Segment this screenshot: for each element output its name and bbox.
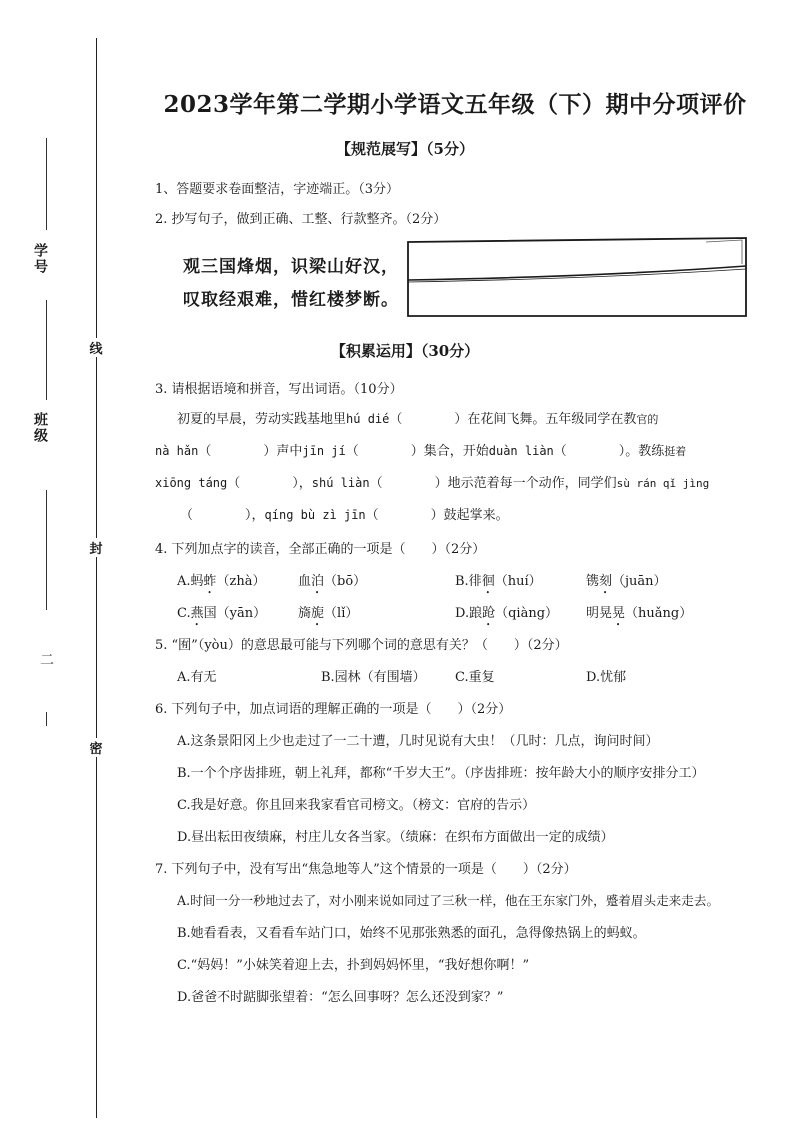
q5-option-b[interactable]: B.园林（有围墙） <box>321 670 426 685</box>
q3-text: 官的 <box>636 413 659 426</box>
class-blank-top <box>46 300 47 400</box>
q3-pinyin-suranqijing: sù rán qǐ jìng <box>616 477 710 490</box>
q6-option-d[interactable]: D.昼出耘田夜绩麻，村庄儿女各当家。（绩麻：在织布方面做出一定的成绩） <box>177 830 614 845</box>
copy-sentence-2: 叹取经艰难，惜红楼梦断。 <box>183 290 399 310</box>
q5-option-c[interactable]: C.重复 <box>455 670 495 685</box>
q5-option-d[interactable]: D.忧郁 <box>586 670 627 685</box>
q7-option-b[interactable]: B.她看看表，又看看车站门口，始终不见那张熟悉的面孔，急得像热锅上的蚂蚁。 <box>177 926 646 941</box>
class-label: 班级 <box>32 412 48 444</box>
student-id-blank <box>46 138 47 230</box>
q3-text: 挺着 <box>664 445 687 458</box>
seal-feng: 封 <box>84 538 108 557</box>
question-2: 2. 抄写句子，做到正确、工整、行款整齐。（2分） <box>155 212 447 227</box>
q4-option-a2: 血泊（bō） <box>298 574 367 589</box>
q3-text: 初夏的早晨，劳动实践基地里 <box>177 412 347 427</box>
q3-pinyin-duanlian: duàn liàn <box>488 444 554 458</box>
q7-option-a[interactable]: A.时间一分一秒地过去了，对小刚来说如同过了三秋一样，他在王东家门外，蹙着眉头走来走去。 <box>177 893 720 908</box>
q4-option-a1[interactable]: A.蚂蚱（zhà） <box>177 574 266 589</box>
student-id-label: 学号 <box>32 243 48 275</box>
q3-line-2 <box>155 440 686 459</box>
q7-option-c[interactable]: C.“妈妈！”小妹笑着迎上去，扑到妈妈怀里，“我好想你啊！” <box>177 958 530 973</box>
q7-option-d[interactable]: D.爸爸不时踮脚张望着：“怎么回事呀？怎么还没到家？” <box>177 990 504 1005</box>
q3-blank-3[interactable]: （ ）集合，开始 <box>345 444 489 459</box>
q3-blank-1[interactable]: （ ）在花间飞舞。五年级同学在教 <box>389 412 637 427</box>
q3-pinyin-shulian: shú liàn <box>311 476 370 490</box>
binding-line <box>96 38 97 1118</box>
name-blank <box>46 490 47 610</box>
q6-option-b[interactable]: B.一个个序齿排班，朝上礼拜，都称“千岁大王”。（序齿排班：按年龄大小的顺序安排分工） <box>177 766 705 781</box>
q3-line-4 <box>180 504 509 523</box>
question-7-prompt: 7. 下列句子中，没有写出“焦急地等人”这个情景的一项是（ ）（2分） <box>155 862 577 877</box>
q3-line-3 <box>155 472 709 491</box>
page-title: 2023学年第二学期小学语文五年级（下）期中分项评价 <box>163 91 747 118</box>
question-4-prompt: 4. 下列加点字的读音，全部正确的一项是（ ）（2分） <box>155 542 486 557</box>
copy-writing-box[interactable] <box>406 236 748 318</box>
seal-mi: 密 <box>84 738 108 757</box>
margin-tick <box>46 712 47 726</box>
q3-pinyin-nahan: nà hǎn <box>155 444 199 458</box>
q4-option-d2: 明晃晃（huǎng） <box>586 606 693 621</box>
margin-fragment: 二 <box>38 652 54 668</box>
q5-option-a[interactable]: A.有无 <box>177 670 217 685</box>
q4-option-c2: 旖旎（lǐ） <box>298 606 359 621</box>
q3-blank-4[interactable]: （ ）。教练 <box>553 444 665 459</box>
question-6-prompt: 6. 下列句子中，加点词语的理解正确的一项是（ ）（2分） <box>155 702 512 717</box>
q4-option-d1[interactable]: D.踉跄（qiàng） <box>455 606 559 621</box>
q3-blank-6[interactable]: （ ）地示范着每一个动作，同学们 <box>369 476 617 491</box>
q3-pinyin-hudie: hú dié <box>346 412 390 426</box>
q4-option-b1[interactable]: B.徘徊（huí） <box>455 574 542 589</box>
q3-pinyin-jinji: jīn jí <box>302 444 346 458</box>
q6-option-a[interactable]: A.这条景阳冈上少也走过了一二十遭，几时见说有大虫！（几时：几点，询问时间） <box>177 734 659 749</box>
q4-option-b2: 镌刻（juān） <box>586 574 667 589</box>
q4-option-c1[interactable]: C.燕国（yān） <box>177 606 267 621</box>
seal-xian: 线 <box>84 338 108 357</box>
question-5-prompt: 5. “囿”（yòu）的意思最可能与下列哪个词的意思有关？（ ）（2分） <box>155 638 568 653</box>
section-standard-writing: 【规范展写】（5分） <box>336 140 474 158</box>
q3-pinyin-qingbuzijin: qíng bù zì jīn <box>264 508 366 522</box>
q3-blank-2[interactable]: （ ）声中 <box>198 444 303 459</box>
question-3-prompt: 3. 请根据语境和拼音，写出词语。（10分） <box>155 382 403 397</box>
copy-sentence-1: 观三国烽烟，识梁山好汉， <box>183 257 399 277</box>
q3-blank-5[interactable]: （ ）， <box>227 476 312 491</box>
question-1: 1、答题要求卷面整洁，字迹端正。（3分） <box>155 182 400 197</box>
q3-blank-8[interactable]: （ ）鼓起掌来。 <box>365 508 509 523</box>
q3-pinyin-xiongtang: xiōng táng <box>155 476 228 490</box>
section-accumulation: 【积累运用】（30分） <box>330 342 480 360</box>
q6-option-c[interactable]: C.我是好意。你且回来我家看官司榜文。（榜文：官府的告示） <box>177 798 536 813</box>
q3-blank-7[interactable]: （ ）， <box>180 508 265 523</box>
q3-line-1 <box>177 408 658 427</box>
